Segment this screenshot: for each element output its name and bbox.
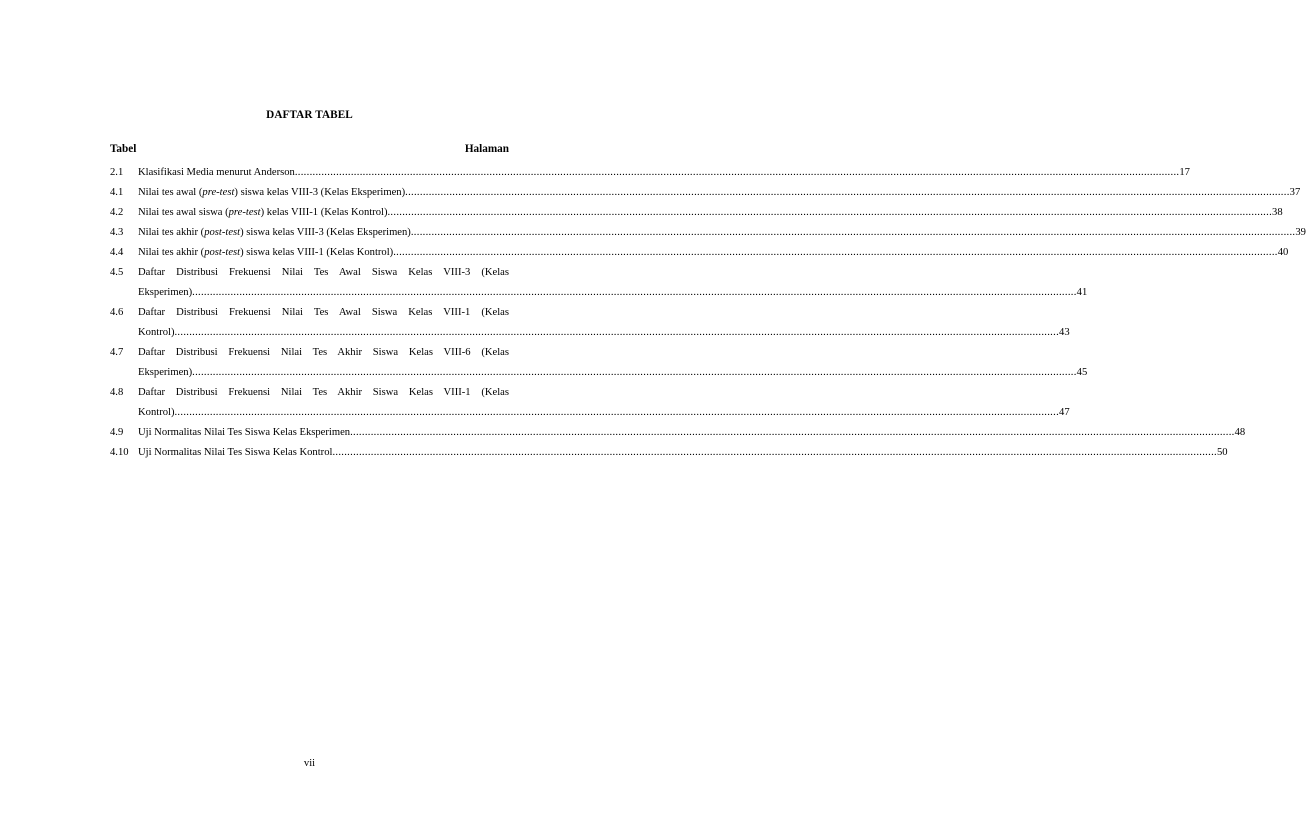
entry-title bbox=[138, 423, 350, 443]
entry-title-italic: pre-test bbox=[202, 187, 235, 198]
entry-body bbox=[138, 223, 1306, 243]
entry-title bbox=[138, 403, 174, 423]
dot-leader: ............................................................................................................................................................................................................................................................................................................ bbox=[332, 447, 1217, 458]
list-item bbox=[110, 263, 1088, 303]
entry-page-number: 45 bbox=[1076, 367, 1088, 378]
entry-number: 4.2 bbox=[110, 207, 124, 218]
entry-body bbox=[138, 243, 1289, 263]
entry-line bbox=[138, 323, 1070, 343]
entry-title bbox=[138, 283, 192, 303]
entry-body bbox=[138, 443, 1228, 463]
list-item bbox=[110, 243, 1289, 263]
entry-title-segment: ) kelas VIII-1 (Kelas Kontrol) bbox=[260, 207, 388, 218]
entry-title bbox=[138, 203, 387, 223]
list-item bbox=[110, 303, 1070, 343]
entry-line bbox=[138, 203, 1283, 223]
table-of-tables bbox=[110, 163, 1306, 463]
list-item bbox=[110, 183, 1301, 203]
entry-line bbox=[138, 423, 1246, 443]
entry-title bbox=[138, 163, 295, 183]
entry-line bbox=[138, 243, 1289, 263]
entry-title-segment: Nilai tes akhir ( bbox=[138, 227, 205, 238]
entry-line bbox=[138, 403, 1070, 423]
entry-title-segment: Nilai tes awal siswa ( bbox=[138, 207, 229, 218]
entry-page-number: 48 bbox=[1234, 427, 1246, 438]
entry-number: 4.9 bbox=[110, 427, 124, 438]
entry-line bbox=[138, 363, 1088, 383]
entry-body bbox=[138, 163, 1190, 183]
column-header-row bbox=[110, 143, 509, 155]
dot-leader: ............................................................................................................................................................................................................................................................................................................ bbox=[387, 207, 1273, 218]
column-header-halaman: Halaman bbox=[464, 143, 509, 155]
entry-line bbox=[138, 163, 1190, 183]
entry-body bbox=[138, 183, 1301, 203]
entry-page-number: 17 bbox=[1179, 167, 1190, 178]
entry-number: 4.4 bbox=[110, 247, 124, 258]
entry-title-line: Daftar Distribusi Frekuensi Nilai Tes Akhir Siswa Kelas VIII-6 (Kelas bbox=[138, 347, 509, 358]
entry-page-number: 40 bbox=[1277, 247, 1289, 258]
entry-body bbox=[138, 303, 1070, 343]
entry-number: 4.5 bbox=[110, 267, 124, 278]
entry-title-segment: Nilai tes awal ( bbox=[138, 187, 203, 198]
entry-page-number: 39 bbox=[1295, 227, 1306, 238]
entry-body bbox=[138, 343, 1088, 383]
entry-title bbox=[138, 363, 192, 383]
entry-title-segment: Eksperimen) bbox=[138, 287, 193, 298]
dot-leader: ............................................................................................................................................................................................................................................................................................................ bbox=[192, 367, 1077, 378]
entry-page-number: 43 bbox=[1059, 327, 1070, 338]
entry-title-italic: pre-test bbox=[228, 207, 261, 218]
column-header-tabel: Tabel bbox=[110, 143, 137, 155]
entry-line bbox=[138, 443, 1228, 463]
entry-title bbox=[138, 243, 393, 263]
entry-body bbox=[138, 263, 1088, 303]
page-title: DAFTAR TABEL bbox=[266, 109, 353, 121]
entry-page-number: 38 bbox=[1272, 207, 1283, 218]
entry-title bbox=[138, 183, 405, 203]
entry-number: 4.3 bbox=[110, 227, 124, 238]
entry-body bbox=[138, 203, 1283, 223]
entry-title-italic: post-test bbox=[204, 247, 241, 258]
entry-line bbox=[138, 223, 1306, 243]
entry-title-segment: Kontrol) bbox=[138, 327, 175, 338]
entry-line bbox=[138, 183, 1301, 203]
dot-leader: ............................................................................................................................................................................................................................................................................................................ bbox=[410, 227, 1296, 238]
entry-page-number: 47 bbox=[1059, 407, 1070, 418]
entry-title-line: Daftar Distribusi Frekuensi Nilai Tes Awal Siswa Kelas VIII-1 (Kelas bbox=[138, 307, 509, 318]
entry-body bbox=[138, 423, 1246, 443]
entry-title-segment: Eksperimen) bbox=[138, 367, 193, 378]
entry-title-line: Daftar Distribusi Frekuensi Nilai Tes Akhir Siswa Kelas VIII-1 (Kelas bbox=[138, 387, 509, 398]
entry-title-segment: ) siswa kelas VIII-1 (Kelas Kontrol) bbox=[240, 247, 394, 258]
entry-number: 4.6 bbox=[110, 307, 124, 318]
entry-number: 2.1 bbox=[110, 167, 124, 178]
entry-title-segment: Klasifikasi Media menurut Anderson bbox=[138, 167, 295, 178]
list-item bbox=[110, 163, 1190, 183]
dot-leader: ............................................................................................................................................................................................................................................................................................................ bbox=[192, 287, 1077, 298]
entry-title-segment: Nilai tes akhir ( bbox=[138, 247, 205, 258]
entry-title-segment: Kontrol) bbox=[138, 407, 175, 418]
entry-page-number: 37 bbox=[1289, 187, 1301, 198]
dot-leader: ............................................................................................................................................................................................................................................................................................................ bbox=[405, 187, 1290, 198]
entry-body bbox=[138, 383, 1070, 423]
dot-leader: ............................................................................................................................................................................................................................................................................................................ bbox=[393, 247, 1278, 258]
entry-title-segment: ) siswa kelas VIII-3 (Kelas Eksperimen) bbox=[234, 187, 406, 198]
entry-title bbox=[138, 443, 332, 463]
list-item bbox=[110, 423, 1246, 443]
page-number: vii bbox=[303, 758, 316, 769]
entry-title-segment: Uji Normalitas Nilai Tes Siswa Kelas Eksperimen bbox=[138, 427, 351, 438]
entry-title-italic: post-test bbox=[204, 227, 241, 238]
entry-number: 4.1 bbox=[110, 187, 124, 198]
dot-leader: ............................................................................................................................................................................................................................................................................................................ bbox=[350, 427, 1235, 438]
entry-title bbox=[138, 323, 174, 343]
entry-page-number: 41 bbox=[1076, 287, 1088, 298]
entry-title-segment: Uji Normalitas Nilai Tes Siswa Kelas Kontrol bbox=[138, 447, 333, 458]
entry-line bbox=[138, 283, 1088, 303]
entry-title-segment: ) siswa kelas VIII-3 (Kelas Eksperimen) bbox=[240, 227, 411, 238]
entry-page-number: 50 bbox=[1216, 447, 1228, 458]
entry-number: 4.7 bbox=[110, 347, 124, 358]
list-item bbox=[110, 383, 1070, 423]
list-item bbox=[110, 223, 1306, 243]
list-item bbox=[110, 443, 1228, 463]
entry-title-line: Daftar Distribusi Frekuensi Nilai Tes Awal Siswa Kelas VIII-3 (Kelas bbox=[138, 267, 509, 278]
dot-leader: ............................................................................................................................................................................................................................................................................................................ bbox=[294, 167, 1180, 178]
list-item bbox=[110, 203, 1283, 223]
entry-number: 4.10 bbox=[110, 447, 129, 458]
dot-leader: ............................................................................................................................................................................................................................................................................................................ bbox=[174, 327, 1060, 338]
entry-title bbox=[138, 223, 411, 243]
dot-leader: ............................................................................................................................................................................................................................................................................................................ bbox=[174, 407, 1060, 418]
list-item bbox=[110, 343, 1088, 383]
entry-number: 4.8 bbox=[110, 387, 124, 398]
